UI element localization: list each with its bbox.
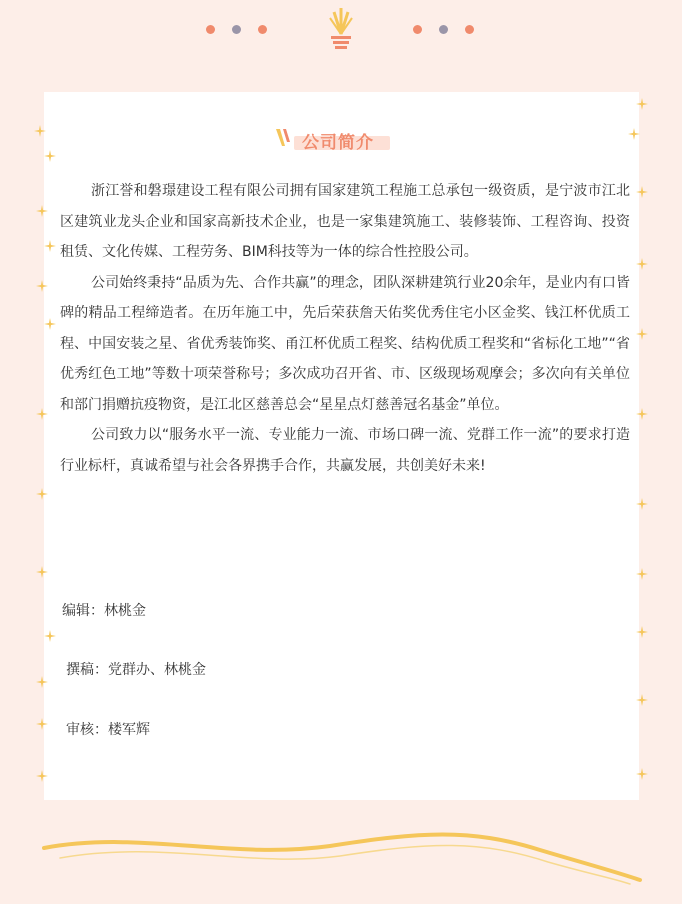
sparkle-icon [636, 626, 648, 638]
sparkle-icon [36, 566, 48, 578]
section-title: 公司简介 [302, 133, 374, 153]
sparkle-icon [36, 280, 48, 292]
sparkle-icon [36, 676, 48, 688]
sparkle-icon [628, 128, 640, 140]
article-paragraph: 公司始终秉持“品质为先、合作共赢”的理念，团队深耕建筑行业20余年，是业内有口皆碑的精品工程缔造者。在历年施工中，先后荣获詹天佑奖优秀住宅小区金奖、钱江杯优质工程、中国安装之星、省优秀装饰奖、甬江杯优质工程奖、结构优质工程奖和“省标化工地”“省优秀红色工地”等数十项荣誉称号；多次成功召开省、市、区级现场观摩会；多次向有关单位和部门捐赠抗疫物资，是江北区慈善总会“星星点灯慈善冠名基金”单位。 [60, 274, 630, 413]
decor-dot [413, 25, 422, 34]
sparkle-icon [636, 328, 648, 340]
article-body [60, 176, 630, 481]
sparkle-icon [636, 98, 648, 110]
sparkle-icon [636, 408, 648, 420]
decor-dot [232, 25, 241, 34]
sparkle-icon [44, 630, 56, 642]
reviewer-credit: 审核：楼军辉 [66, 722, 150, 738]
decor-dot [465, 25, 474, 34]
decor-dot [258, 25, 267, 34]
title-mark-icon [272, 126, 296, 150]
sparkle-icon [636, 768, 648, 780]
sparkle-icon [636, 498, 648, 510]
article-paragraph: 公司致力以“服务水平一流、专业能力一流、市场口碑一流、党群工作一流”的要求打造行业标杆，真诚希望与社会各界携手合作，共赢发展，共创美好未来! [60, 427, 630, 474]
sparkle-icon [34, 125, 46, 137]
sparkle-icon [44, 150, 56, 162]
decor-dot [206, 25, 215, 34]
writer-credit: 撰稿：党群办、林桃金 [66, 662, 206, 678]
top-decoration [0, 0, 682, 70]
editor-credit: 编辑：林桃金 [62, 603, 146, 619]
section-heading [272, 126, 412, 156]
sparkle-icon [36, 488, 48, 500]
sparkle-icon [36, 205, 48, 217]
decor-dot [439, 25, 448, 34]
sparkle-icon [636, 258, 648, 270]
sparkle-icon [36, 408, 48, 420]
sparkle-icon [44, 318, 56, 330]
sparkle-icon [44, 240, 56, 252]
sparkle-icon [636, 186, 648, 198]
sparkle-icon [636, 694, 648, 706]
sparkle-icon [636, 568, 648, 580]
wheat-icon [326, 4, 356, 52]
sparkle-icon [36, 718, 48, 730]
article-paragraph: 浙江誉和磐璟建设工程有限公司拥有国家建筑工程施工总承包一级资质，是宁波市江北区建筑业龙头企业和国家高新技术企业，也是一家集建筑施工、装修装饰、工程咨询、投资租赁、文化传媒、工程劳务、BIM科技等为一体的综合性控股公司。 [60, 183, 630, 260]
sparkle-icon [36, 770, 48, 782]
bottom-wave-decoration [0, 820, 682, 900]
